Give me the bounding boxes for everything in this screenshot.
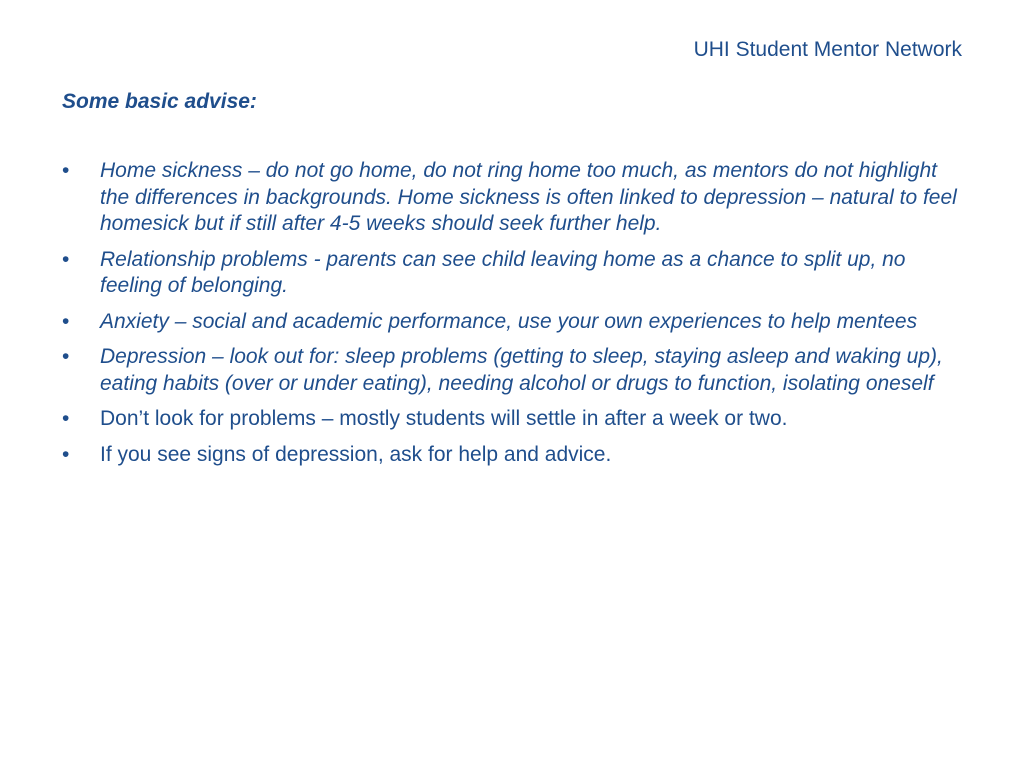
bullet-list (62, 158, 962, 477)
bullet-icon: • (62, 345, 70, 368)
bullet-text: Relationship problems - parents can see child leaving home as a chance to split up, no feeling of belonging. (100, 247, 906, 297)
bullet-item-relationship-problems (62, 247, 962, 300)
bullet-icon: • (62, 442, 70, 466)
bullet-item-depression (62, 344, 962, 397)
header-title: UHI Student Mentor Network (693, 38, 962, 61)
bullet-icon: • (62, 159, 70, 182)
bullet-item-dont-look-for-problems (62, 406, 962, 433)
bullet-item-home-sickness (62, 158, 962, 238)
bullet-icon: • (62, 407, 70, 430)
bullet-item-anxiety (62, 309, 962, 336)
bullet-icon: • (62, 247, 70, 271)
bullet-icon: • (62, 309, 70, 333)
bullet-text: Anxiety – social and academic performance, use your own experiences to help mentees (100, 309, 918, 333)
slide-subtitle: Some basic advise: (62, 90, 257, 113)
bullet-item-signs-of-depression (62, 442, 962, 469)
bullet-text: Depression – look out for: sleep problems (getting to sleep, staying asleep and waking up), eating habits (over or under eating), needing alcohol or drugs to function, isolating oneself (100, 345, 943, 395)
bullet-text: Home sickness – do not go home, do not ring home too much, as mentors do not highlight the differences in backgrounds. Home sickness is often linked to depression – natural to feel homesick but if still after 4-5 weeks should seek further help. (100, 159, 957, 235)
bullet-text: If you see signs of depression, ask for help and advice. (100, 442, 612, 466)
bullet-text: Don’t look for problems – mostly students will settle in after a week or two. (100, 407, 788, 430)
